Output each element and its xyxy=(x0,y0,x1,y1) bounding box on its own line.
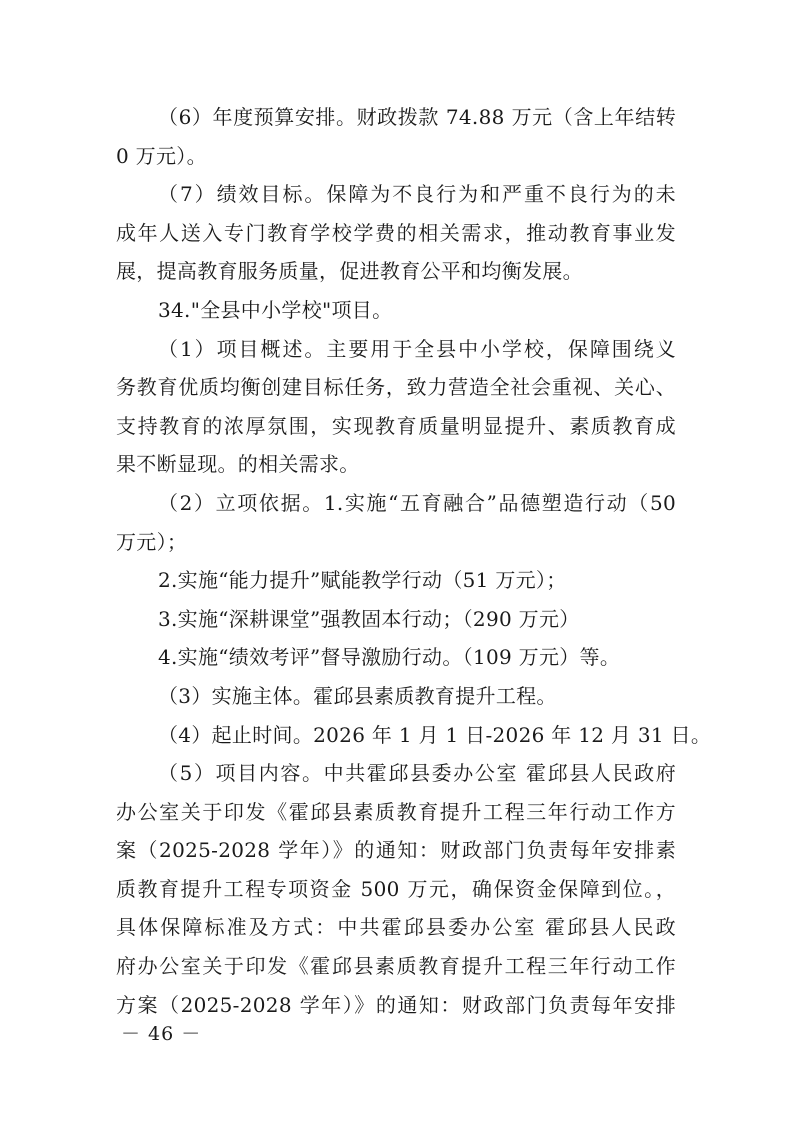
content-line-7: 方案（2025-2028 学年）》的通知：财政部门负责每年安排 xyxy=(116,992,676,1017)
basis-item-4: 4.实施“绩效考评”督导激励行动。（109 万元）等。 xyxy=(158,645,621,670)
basis-item-3: 3.实施“深耕课堂”强教固本行动；（290 万元） xyxy=(158,606,580,631)
basis-line-1: （2）立项依据。1.实施“五育融合”品德塑造行动（50 xyxy=(158,490,676,515)
budget-line-2: 0 万元）。 xyxy=(116,143,207,168)
page-number: － 46 － xyxy=(121,1023,202,1045)
target-line-3: 展，提高教育服务质量，促进教育公平和均衡发展。 xyxy=(116,259,583,284)
basis-item-2: 2.实施“能力提升”赋能教学行动（51 万元）； xyxy=(158,568,567,593)
content-line-2: 办公室关于印发《霍邱县素质教育提升工程三年行动工作方 xyxy=(116,799,676,824)
overview-line-3: 支持教育的浓厚氛围，实现教育质量明显提升、素质教育成 xyxy=(116,413,676,438)
overview-line-4: 果不断显现。的相关需求。 xyxy=(116,452,360,477)
overview-line-1: （1）项目概述。主要用于全县中小学校，保障围绕义 xyxy=(158,336,676,361)
content-line-6: 府办公室关于印发《霍邱县素质教育提升工程三年行动工作 xyxy=(116,954,676,979)
implementer-line: （3）实施主体。霍邱县素质教育提升工程。 xyxy=(158,683,557,708)
content-line-4: 质教育提升工程专项资金 500 万元，确保资金保障到位。， xyxy=(116,876,676,901)
overview-line-2: 务教育优质均衡创建目标任务，致力营造全社会重视、关心、 xyxy=(116,375,676,400)
basis-line-2: 万元）； xyxy=(116,529,188,554)
project-heading: 34."全县中小学校"项目。 xyxy=(158,297,393,322)
content-line-5: 具体保障标准及方式：中共霍邱县委办公室 霍邱县人民政 xyxy=(116,915,676,940)
target-line-2: 成年人送入专门教育学校学费的相关需求，推动教育事业发 xyxy=(116,220,676,245)
content-line-3: 案（2025-2028 学年）》的通知：财政部门负责每年安排素 xyxy=(116,838,676,863)
period-line: （4）起止时间。2026 年 1 月 1 日-2026 年 12 月 31 日。 xyxy=(158,722,712,747)
document-body xyxy=(116,98,712,1024)
budget-line-1: （6）年度预算安排。财政拨款 74.88 万元（含上年结转 xyxy=(158,105,676,129)
target-line-1: （7）绩效目标。保障为不良行为和严重不良行为的未 xyxy=(158,182,676,207)
content-line-1: （5）项目内容。中共霍邱县委办公室 霍邱县人民政府 xyxy=(158,761,676,786)
